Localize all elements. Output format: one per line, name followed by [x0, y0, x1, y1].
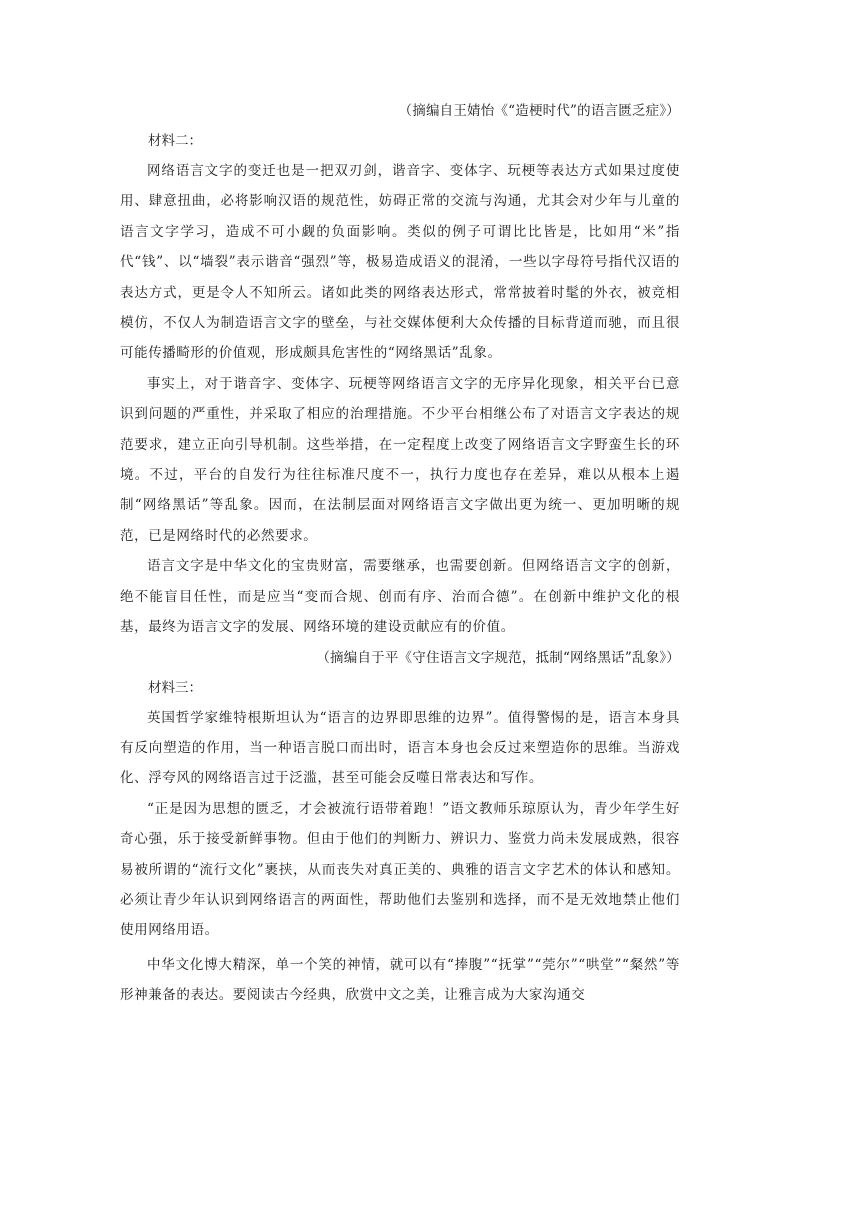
- material-3-paragraph-1: 英国哲学家维特根斯坦认为“语言的边界即思维的边界”。值得警惕的是，语言本身具有反向塑造的作用，当一种语言脱口而出时，语言本身也会反过来塑造你的思维。当游戏化、浮夸风的网络语言过于泛滥，甚至可能会反噬日常表达和写作。: [120, 709, 680, 787]
- material-3-paragraph-3: 中华文化博大精深，单一个笑的神情，就可以有“捧腹”“抚掌”“莞尔”“哄堂”“粲然”等形神兼备的表达。要阅读古今经典，欣赏中文之美，让雅言成为大家沟通交: [120, 956, 680, 1004]
- material-3-paragraph-2: “正是因为思想的匮乏，才会被流行语带着跑！”语文教师乐琼原认为，青少年学生好奇心强，乐于接受新鲜事物。但由于他们的判断力、辨识力、鉴赏力尚未发展成熟，很容易被所谓的“流行文化”裹挟，从而丧失对真正美的、典雅的语言文字艺术的体认和感知。必须让青少年认识到网络语言的两面性，帮助他们去鉴别和选择，而不是无效地禁止他们使用网络用语。: [120, 800, 680, 939]
- material-2-paragraph-1: 网络语言文字的变迁也是一把双刃剑，谐音字、变体字、玩梗等表达方式如果过度使用、肆意扭曲，必将影响汉语的规范性，妨碍正常的交流与沟通，尤其会对少年与儿童的语言文字学习，造成不可小觑的负面影响。类似的例子可谓比比皆是，比如用“米”指代“钱”、以“墙裂”表示谐音“强烈”等，极易造成语义的混淆，一些以字母符号指代汉语的表达方式，更是令人不知所云。诸如此类的网络表达形式，常常披着时髦的外衣，被竞相模仿，不仅人为制造语言文字的壁垒，与社交媒体便利大众传播的目标背道而驰，而且很可能传播畸形的价值观，形成颇具危害性的“网络黑话”乱象。: [120, 163, 680, 362]
- document-body: [120, 96, 680, 1011]
- material-3-heading: 材料三：: [148, 679, 202, 696]
- material-2-paragraph-2: 事实上，对于谐音字、变体字、玩梗等网络语言文字的无序异化现象，相关平台已意识到问题的严重性，并采取了相应的治理措施。不少平台相继公布了对语言文字表达的规范要求，建立正向引导机制。这些举措，在一定程度上改变了网络语言文字野蛮生长的环境。不过，平台的自发行为往往标准尺度不一，执行力度也存在差异，难以从根本上遏制“网络黑话”等乱象。因而，在法制层面对网络语言文字做出更为统一、更加明晰的规范，已是网络时代的必然要求。: [120, 375, 680, 544]
- material-2-heading: 材料二：: [148, 133, 202, 149]
- source-citation-2: （摘编自于平《守住语言文字规范，抵制“网络黑话”乱象》）: [316, 649, 680, 666]
- material-2-paragraph-3: 语言文字是中华文化的宝贵财富，需要继承，也需要创新。但网络语言文字的创新，绝不能盲目任性，而是应当“变而合规、创而有序、治而合德”。在创新中维护文化的根基，最终为语言文字的发展、网络环境的建设贡献应有的价值。: [120, 558, 680, 636]
- source-citation-1: （摘编自王婧怡《“造梗时代”的语言匮乏症》）: [398, 103, 680, 119]
